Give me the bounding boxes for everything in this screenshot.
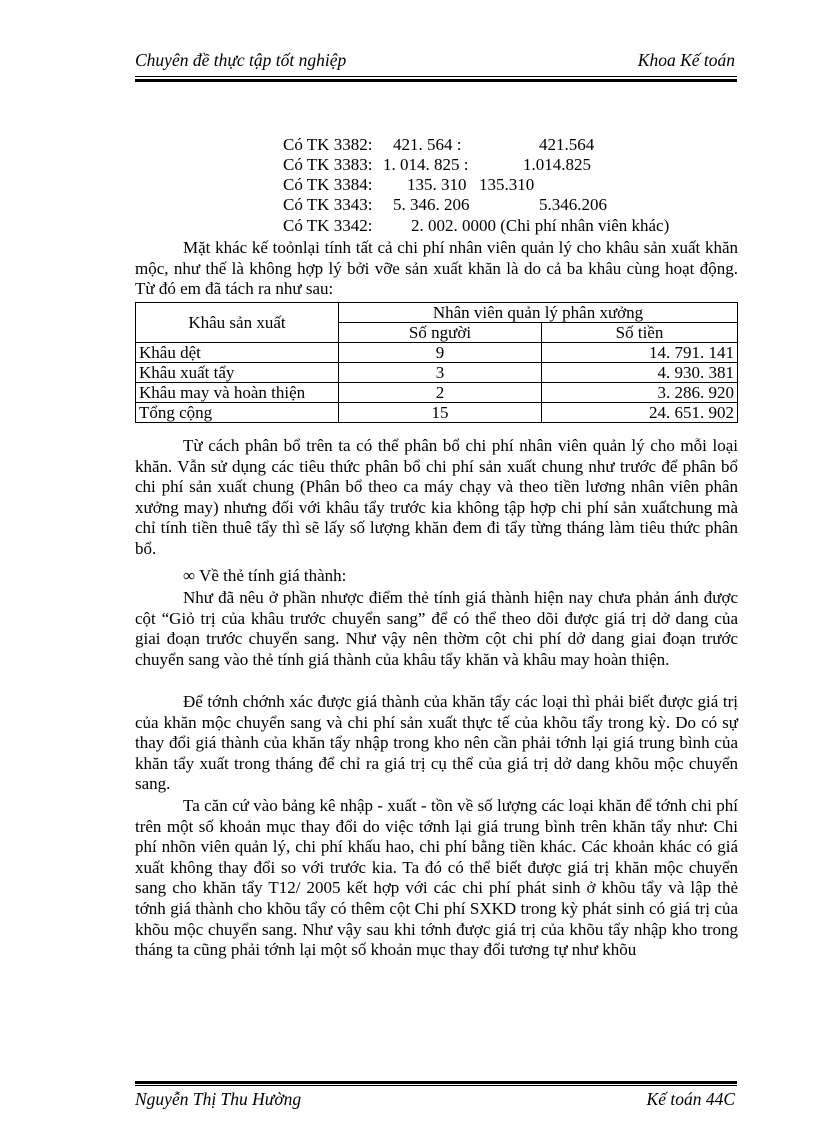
- header-title: Chuyên đề thực tập tốt nghiệp: [135, 50, 347, 70]
- account-line: Có TK 3383: 1. 014. 825 : 1.014.825: [283, 155, 591, 174]
- paragraph: Ta căn cứ vào bảng kê nhập - xuất - tồn về số lượng các loại khăn để tớnh chi phí trên một số khoản mục thay đổi do việc tớnh lại giá trung bình trên khăn tẩy như: Chi phí nhõn viên quản lý, chi phí khấu hao, chi phí bằng tiền khác. Các khoản khác có giá xuất không thay đổi so với trước kia. Ta đó có thể biết được giá trị khăn mộc chuyển sang cho khăn tẩy T12/ 2005 kết hợp với các chi phí phát sinh ở khõu tẩy và lập thẻ tớnh giá thành cho khõu tẩy có thêm cột Chi phí SXKD trong kỳ phát sinh có giá trị của khõu mộc chuyển sang. Như vậy sau khi tớnh được giá trị của khõu tẩy nhập kho trong tháng ta cũng phải tớnh lại một số khoản mục thay đổi tương tự như khõu: [135, 796, 738, 960]
- table-header: Số tiền: [542, 323, 738, 343]
- footer-author: Nguyễn Thị Thu Hường: [135, 1089, 302, 1109]
- paragraph: Để tớnh chớnh xác được giá thành của khăn tẩy các loại thì phải biết được giá trị của khăn mộc chuyển sang và chi phí sản xuất thực tế của khõu tẩy trong kỳ. Do có sự thay đổi giá thành của khăn tẩy nhập trong kho nên cần phải tớnh lại giá trung bình của khăn tẩy xuất trong tháng để chỉ ra giá trị cụ thể của giá trị dở dang khõu mộc chuyển sang.: [135, 692, 738, 794]
- footer-class: Kế toán 44C: [646, 1089, 735, 1109]
- bullet-heading: [183, 566, 346, 586]
- footer-rule: [135, 1085, 737, 1086]
- table-row: Khâu dệt 9 14. 791. 141: [136, 343, 738, 363]
- staff-allocation-table: [135, 302, 738, 423]
- paragraph: Từ cách phân bổ trên ta có thể phân bổ chi phí nhân viên quản lý cho mỗi loại khăn. Vẫn sử dụng các tiêu thức phân bổ chi phí sản xuất chung như trước để phân bổ chi phí sản xuất chung (Phân bổ theo ca máy chạy và theo tiền lương nhân viên phân xưởng may) nhưng đối với khâu tẩy trước kia không tập hợp chi phí sản xuấtchung mà chỉ tính tiền thuê tẩy thì sẽ lấy số lượng khăn đem đi tẩy từng tháng làm tiêu thức phân bổ.: [135, 436, 738, 558]
- bullet-text: Về thẻ tính giá thành:: [199, 566, 347, 585]
- header-rule: [135, 76, 737, 77]
- page-footer: [135, 1087, 737, 1115]
- table-header: Số người: [339, 323, 542, 343]
- footer-rule-thick: [135, 1081, 737, 1084]
- bullet-symbol-icon: ∞: [183, 566, 196, 585]
- paragraph: Mặt khác kế toỏnlại tính tất cả chi phí nhân viên quản lý cho khâu sản xuất khăn mộc, như thế là không hợp lý bởi vỡe sản xuất khăn là do cả ba khâu cùng hoạt động. Từ đó em đã tách ra như sau:: [135, 238, 738, 299]
- table-header: Khâu sản xuất: [136, 303, 339, 343]
- header-department: Khoa Kế toán: [637, 50, 735, 70]
- account-line: Có TK 3384: 135. 310 135.310: [283, 175, 535, 194]
- account-line: Có TK 3343: 5. 346. 206 5.346.206: [283, 195, 607, 214]
- header-rule-thick: [135, 79, 737, 82]
- page-header: [135, 44, 737, 76]
- account-line: Có TK 3382: 421. 564 : 421.564: [283, 135, 595, 154]
- table-row: Khâu may và hoàn thiện 2 3. 286. 920: [136, 383, 738, 403]
- table-row: Tổng cộng 15 24. 651. 902: [136, 403, 738, 423]
- account-line: Có TK 3342: 2. 002. 0000 (Chi phí nhân viên khác): [283, 216, 670, 235]
- table-group-header: Nhân viên quản lý phân xưởng: [339, 303, 738, 323]
- paragraph: Như đã nêu ở phần nhược điểm thẻ tính giá thành hiện nay chưa phản ánh được cột “Giỏ trị của khâu trước chuyển sang” để có thể theo dõi được giá trị dở dang của giai đoạn trước chuyển sang. Như vậy nên thờm cột chi phí dở dang giai đoạn trước chuyển sang vào thẻ tính giá thành của khâu tẩy khăn và khâu may hoàn thiện.: [135, 588, 738, 669]
- table-row: Khâu xuất tẩy 3 4. 930. 381: [136, 363, 738, 383]
